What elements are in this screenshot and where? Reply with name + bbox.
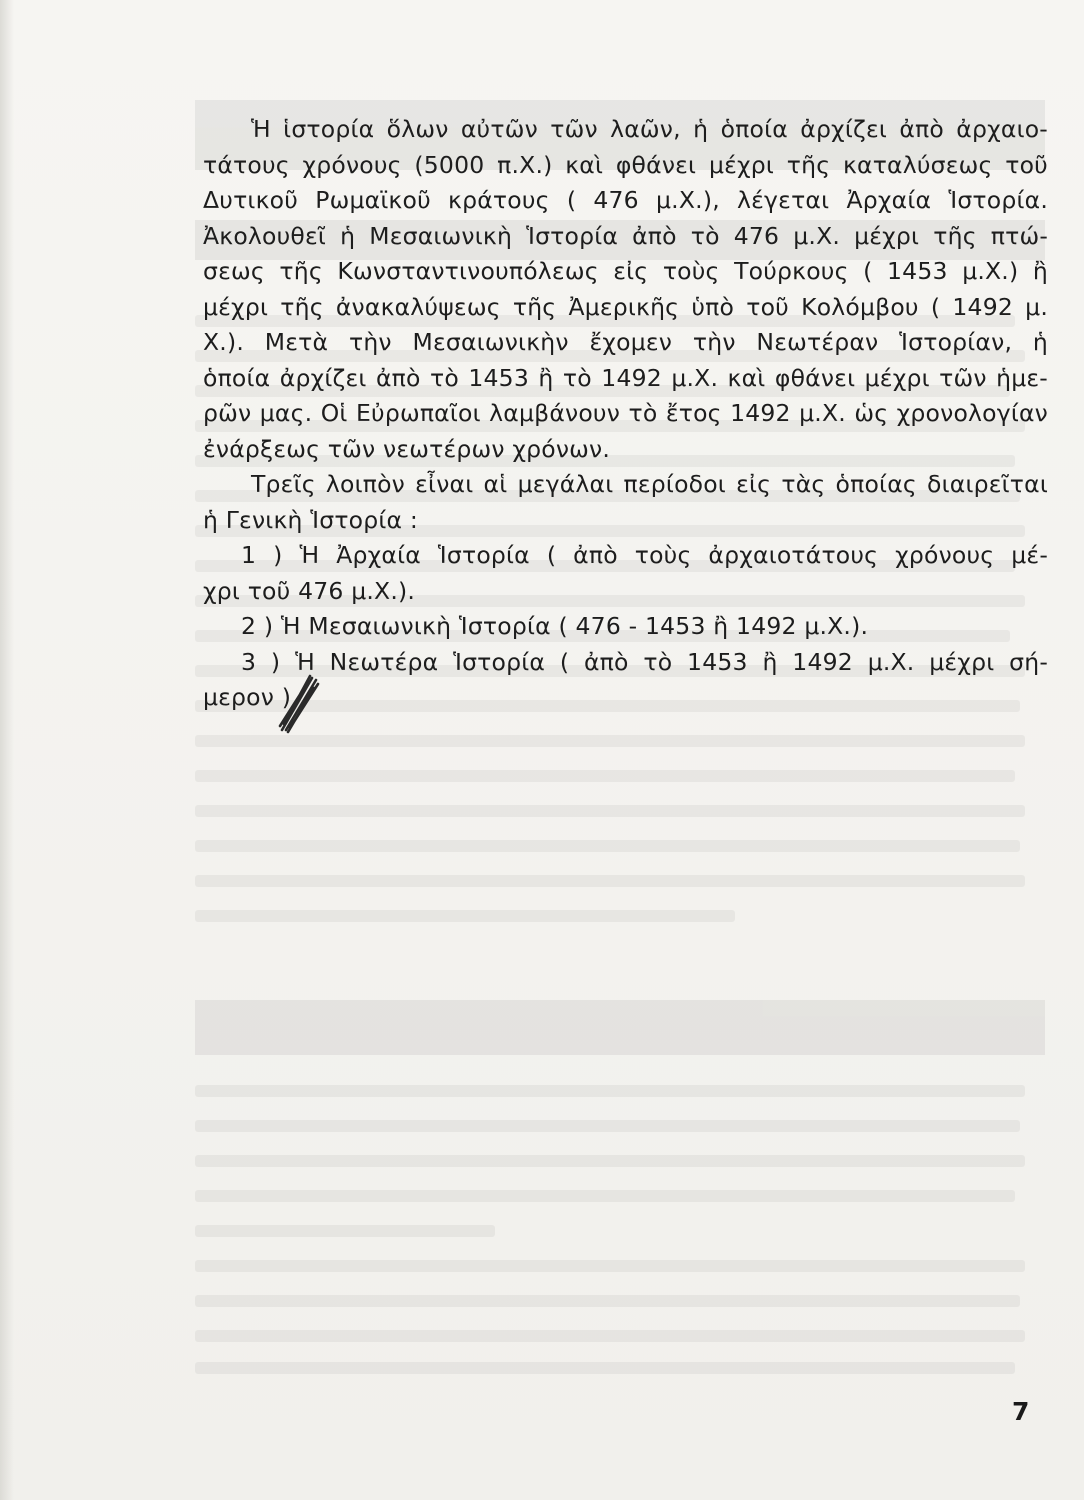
list-item: 1 ) Ἡ Ἀρχαία Ἱστορία ( ἀπὸ τοὺς ἀρχαιοτάτους χρόνους μέ- (241, 541, 1048, 569)
list-item-continuation: μερον ). (203, 683, 299, 711)
text-line: Δυτικοῦ Ρωμαϊκοῦ κράτους ( 476 μ.Χ.), λέγεται Ἀρχαία Ἱστορία. (203, 186, 1048, 214)
pen-scribble-mark (268, 668, 328, 738)
text-line: τάτους χρόνους (5000 π.Χ.) καὶ φθάνει μέχρι τῆς καταλύσεως τοῦ (203, 150, 1048, 179)
list-item-continuation: χρι τοῦ 476 μ.Χ.). (203, 576, 416, 605)
text-line: ὁποία ἀρχίζει ἀπὸ τὸ 1453 ἢ τὸ 1492 μ.Χ. καὶ φθάνει μέχρι τῶν ἡμε- (203, 363, 1048, 392)
main-text-block (203, 112, 1048, 716)
text-line: Ἀκολουθεῖ ἡ Μεσαιωνικὴ Ἱστορία ἀπὸ τὸ 476 μ.Χ. μέχρι τῆς πτώ- (203, 221, 1048, 250)
text-line: Ἡ ἱστορία ὅλων αὐτῶν τῶν λαῶν, ἡ ὁποία ἀρχίζει ἀπὸ ἀρχαιο- (251, 115, 1048, 143)
text-line: σεως τῆς Κωνσταντινουπόλεως εἰς τοὺς Τούρκους ( 1453 μ.Χ.) ἢ (203, 257, 1048, 285)
list-item: 2 ) Ἡ Μεσαιωνικὴ Ἱστορία ( 476 - 1453 ἢ 1492 μ.Χ.). (241, 612, 869, 640)
text-line: Χ.). Μετὰ τὴν Μεσαιωνικὴν ἔχομεν τὴν Νεωτέραν Ἱστορίαν, ἡ (203, 328, 1048, 356)
list-item: 3 ) Ἡ Νεωτέρα Ἱστορία ( ἀπὸ τὸ 1453 ἢ 1492 μ.Χ. μέχρι σή- (241, 647, 1048, 676)
page-binding-shadow (0, 0, 14, 1500)
text-line: ρῶν μας. Οἱ Εὐρωπαῖοι λαμβάνουν τὸ ἔτος 1492 μ.Χ. ὡς χρονολογίαν (203, 399, 1048, 427)
page-number: 7 (1012, 1397, 1030, 1426)
text-line: ἡ Γενικὴ Ἱστορία : (203, 505, 419, 534)
text-line: μέχρι τῆς ἀνακαλύψεως τῆς Ἀμερικῆς ὑπὸ τοῦ Κολόμβου ( 1492 μ. (203, 292, 1048, 321)
text-line: ἐνάρξεως τῶν νεωτέρων χρόνων. (203, 434, 611, 463)
text-line: Τρεῖς λοιπὸν εἶναι αἱ μεγάλαι περίοδοι εἰς τὰς ὁποίας διαιρεῖται (251, 470, 1048, 498)
